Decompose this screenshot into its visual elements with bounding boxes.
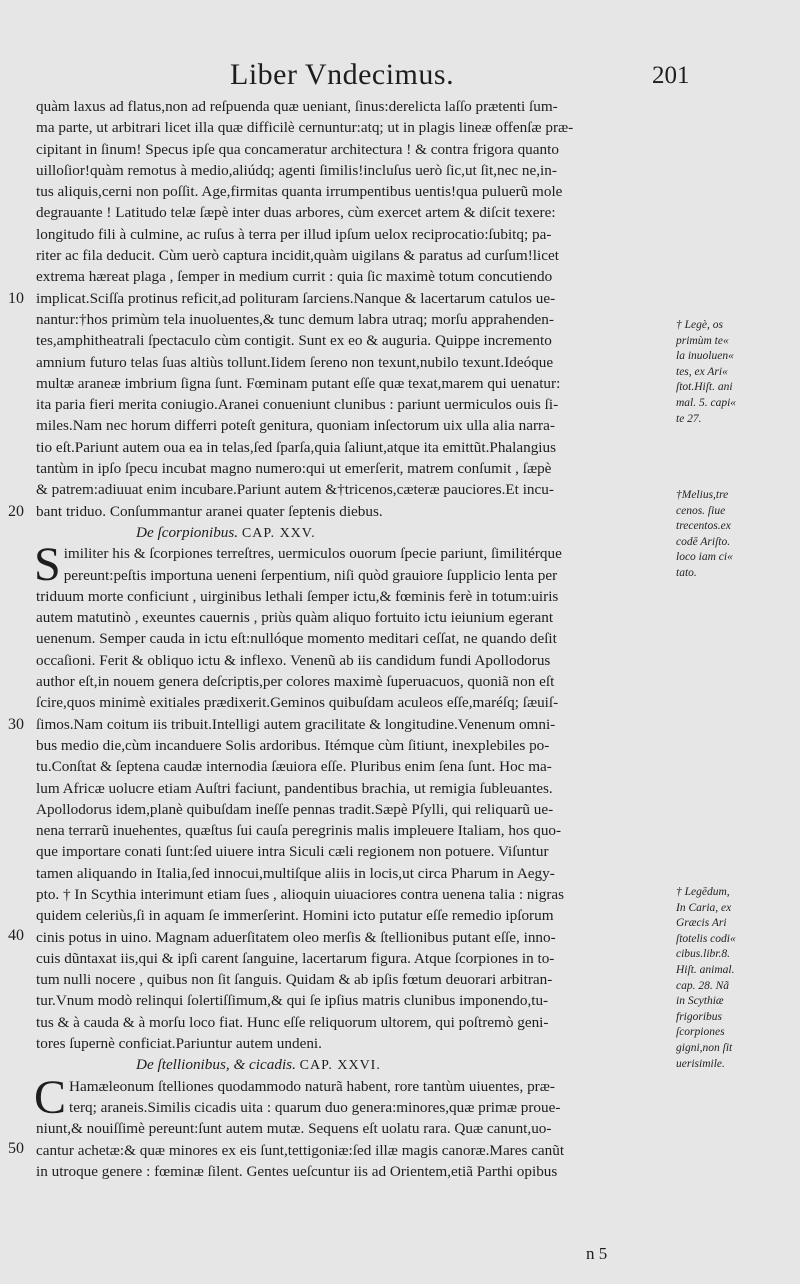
main-text-column xyxy=(36,96,660,1182)
signature-mark: n 5 xyxy=(586,1244,608,1263)
text-line: Hamæleonum ſtelliones quodammodo naturã habent, rore tantùm uiuentes, præ- xyxy=(69,1077,555,1095)
text-line: bant triduo. Conſummantur aranei quater ſeptenis diebus. xyxy=(36,502,383,520)
text-line: uenenum. Semper cauda in ictu eſt:nullóque momento meditari ceſſat, ne quando deſit xyxy=(36,630,557,648)
text-line: tantùm in ipſo ſpecu incubat magno numero:qui ut emerſerit, matrem conſumit , ſæpè xyxy=(36,460,552,478)
margin-note-line: Græcis Ari xyxy=(676,917,727,930)
text-line: ſcire,quos minimè exitiales prædixerit.Geminos quibuſdam aculeos eſſe,maréſq; ſæuiſ- xyxy=(36,694,559,712)
text-line: multæ araneæ imbrium ſigna ſunt. Fœminam putant eſſe quæ texat,marem qui uenatur: xyxy=(36,374,561,392)
chapter-title: De ſtellionibus, & cicadis. xyxy=(136,1056,296,1074)
drop-cap: C xyxy=(34,1070,67,1124)
margin-note-line: † Legēdum, xyxy=(676,886,730,898)
text-line: riter ac fila deducit. Cùm uerò captura incidit,quàm uigilans & paratus ad curſum!licet xyxy=(36,247,559,265)
margin-note-line: cenos. ſiue xyxy=(676,504,726,517)
paragraph-stellions-cicadas xyxy=(34,1070,660,1182)
text-line: tus aliquis,cerni non poſſit. Age,firmitas quanta irrumpentibus uentis!qua puluerũ mole xyxy=(36,183,563,201)
margin-note-line: primùm te« xyxy=(676,334,729,347)
text-line: nena terrarũ inuehentes, quæſtus ſui cauſa peregrinis malis impleuere Italiam, hos quo- xyxy=(36,822,562,840)
margin-note xyxy=(676,885,796,1072)
text-line: cantur achetæ:& quæ minores ex eis ſunt,tettigoniæ:ſed illæ magis canoræ.Mares canũt xyxy=(36,1141,565,1159)
text-line: imiliter his & ſcorpiones terreſtres, uermiculos ouorum ſpecie pariunt, ſimilitérque xyxy=(63,545,562,563)
margin-note-line: codē Ariſto. xyxy=(676,535,731,548)
text-line: tores ſupernè conficiat.Pariuntur autem undeni. xyxy=(36,1035,322,1053)
chapter-number: CAP. XXV. xyxy=(241,525,316,541)
margin-note-line: †Melius,tre xyxy=(676,489,729,501)
margin-note-line: † Legè, os xyxy=(676,319,723,331)
margin-note-line: uerisimile. xyxy=(676,1057,725,1070)
text-line: tur.Vnum modò relinqui ſolertiſſimum,& qui ſe ipſius matris clunibus imponendo,tu- xyxy=(36,992,549,1010)
line-number: 30 xyxy=(8,716,24,733)
text-line: terq; araneis.Similis cicadis uita : quarum duo genera:minores,quæ primæ proue- xyxy=(69,1098,561,1116)
text-line: quàm laxus ad flatus,non ad reſpuenda quæ ueniant, ſinus:derelicta laſſo prætenti ſum- xyxy=(36,98,558,115)
text-line: tamen aliquando in Italia,ſed innocui,multiſque aliis in locis,ut circa Pharum in Aegy- xyxy=(36,864,555,882)
text-line: autem matutinò , exeuntes cauernis , priùs quàm aliquo fortuito ictu ieiunium egerant xyxy=(36,609,554,627)
text-line: tu.Conſtat & ſeptena caudæ internodia ſæuiora eſſe. Pluribus enim ſena ſunt. Hoc ma- xyxy=(36,758,552,776)
text-line: tum nulli nocere , quibus non ſit ſanguis. Quidam & ab ipſis fœtum deuorari arbitran- xyxy=(36,971,553,989)
margin-note-line: te 27. xyxy=(676,412,702,425)
text-line: bus medio die,cùm incanduere Solis ardoribus. Itémque cùm ſitiunt, inexplebiles po- xyxy=(36,736,550,754)
margin-note-line: gigni,non ſit xyxy=(676,1041,733,1054)
margin-note-line: ſtot.Hiſt. ani xyxy=(676,381,733,394)
text-line: author eſt,in nouem genera deſcriptis,per colores maximè ſuperuacuos, quoniã non eſt xyxy=(36,673,555,691)
text-line: niunt,& nouiſſimè pereunt:ſunt autem mutæ. Sequens eſt uolatu rara. Quæ canunt,uo- xyxy=(36,1120,552,1138)
chapter-heading xyxy=(36,1054,660,1075)
text-line: ſimos.Nam coitum iis tribuit.Intelligi autem gracilitate & longitudine.Venenum omni- xyxy=(36,715,556,733)
text-line: degrauante ! Latitudo telæ ſæpè inter duas arbores, cùm exercet artem & diſcit texere: xyxy=(36,204,556,222)
text-line: implicat.Sciſſa protinus reficit,ad polituram ſarciens.Nanque & lacertarum catulos ue- xyxy=(36,289,556,307)
drop-cap: S xyxy=(34,538,61,592)
text-line: extrema hæreat plaga , ſemper in medium currit : quia ſic maximè totum concutiendo xyxy=(36,268,553,286)
text-line: longitudo fili à culmine, ac ruſus à terra per illud ipſum uelox reciprocatio:ſubitq; pa- xyxy=(36,225,552,243)
text-line: nantur:†hos primùm tela inuoluentes,& tunc demum labra utraq; morſu apprahenden- xyxy=(36,310,554,328)
text-line: tio eſt.Pariunt autem oua ea in telas,ſed ſparſa,quia ſaliunt,atque ita emittũt.Phalangius xyxy=(36,438,557,456)
margin-note-line: mal. 5. capi« xyxy=(676,396,737,409)
margin-note-line: ſtotelis codi« xyxy=(676,932,736,945)
chapter-heading xyxy=(36,522,660,543)
page-number: 201 xyxy=(652,62,690,89)
text-line: tes,amphitheatrali ſpectaculo cùm contigit. Sunt ex eo & auguria. Quippe incremento xyxy=(36,332,552,350)
running-head-title: Liber Vndecimus. xyxy=(230,58,455,91)
margin-note-line: la inuoluen« xyxy=(676,350,734,363)
margin-note-line: cibus.libr.8. xyxy=(676,948,730,961)
margin-note-line: cap. 28. Nã xyxy=(676,979,730,992)
text-line: pto. † In Scythia interimunt etiam ſues , alioquin uiuaciores contra uenena talia : nigras xyxy=(36,885,565,903)
chapter-title: De ſcorpionibus. xyxy=(136,523,239,541)
margin-note-line: In Caria, ex xyxy=(676,901,732,914)
text-line: cuis dũntaxat iis,qui & ipſi carent ſanguine, lacertarum figura. Atque ſcorpiones in to- xyxy=(36,949,555,967)
text-line: amnium futuro telas ſuas altiùs tollunt.Iidem ſereno non texunt,nubilo texunt.Ideóque xyxy=(36,353,554,371)
margin-note-line: in Scythiæ xyxy=(676,995,724,1008)
text-line: cinis potus in uino. Magnam aduerſitatem oleo merſis & ſtellionibus putant eſſe, inno- xyxy=(36,928,556,946)
line-number: 40 xyxy=(8,927,24,944)
text-line: cipitant in ſinum! Specus ipſe qua concameratur architectura ! & contra frigora quanto xyxy=(36,140,559,158)
text-line: miles.Nam nec horum differri poteſt genitura, quoniam inſectorum uix ulla alia narra- xyxy=(36,417,555,435)
text-line: triduum morte conficiunt , uirginibus lethali ſemper ictu,& fœminis ferè in totum:uiris xyxy=(36,587,559,605)
margin-note-line: ſcorpiones xyxy=(676,1026,725,1039)
margin-note-line: trecentos.ex xyxy=(676,520,731,533)
text-line: occaſioni. Ferit & obliquo ictu & inflexo. Venenũ ab iis candidum fundi Apollodorus xyxy=(36,651,551,669)
line-number: 50 xyxy=(8,1140,24,1157)
text-line: in utroque genere : fœminæ ſilent. Gentes ueſcuntur iis ad Orientem,etiã Parthi opibus xyxy=(36,1162,558,1180)
margin-note-line: tes, ex Ari« xyxy=(676,365,728,378)
text-line: que importare conati ſunt:ſed uiuere intra Siculi cæli regionem non potuere. Viſuntur xyxy=(36,843,549,861)
text-line: lum Africæ uolucre etiam Auſtri faciunt, pandentibus brachia, ut remigia ſubleuantes. xyxy=(36,779,553,797)
text-line: tus & à cauda & à morſu loco fiat. Hunc eſſe reliquorum ultorem, qui poſtremò geni- xyxy=(36,1013,549,1031)
paragraph-spiders xyxy=(36,96,660,522)
text-line: ma parte, ut arbitrari licet illa quæ difficilè cernuntur:atq; ut in plagis lineæ offenſæ præ- xyxy=(36,119,574,137)
line-number: 10 xyxy=(8,290,24,307)
paragraph-scorpions xyxy=(34,538,660,1054)
text-line: ita paria fieri merita coniugio.Aranei conueniunt clunibus : pariunt uermiculos ouis ſi- xyxy=(36,396,559,414)
margin-note-line: tato. xyxy=(676,566,697,579)
margin-note xyxy=(676,318,796,427)
margin-note-line: loco iam ci« xyxy=(676,551,733,564)
text-line: & patrem:adiuuat enim incubare.Pariunt autem &†tricenos,cæteræ pauciores.Et incu- xyxy=(36,481,554,499)
line-number: 20 xyxy=(8,503,24,520)
text-line: Apollodorus idem,planè quibuſdam ineſſe pennas tradit.Sæpè Pſylli, qui reliquarũ ue- xyxy=(36,800,554,818)
chapter-number: CAP. XXVI. xyxy=(299,1058,381,1074)
margin-note-line: frigoribus xyxy=(676,1010,723,1023)
margin-note xyxy=(676,488,796,582)
text-line: quidem celeriùs,ſi in aquam ſe immerſerint. Homini icto putatur eſſe remedio ipſorum xyxy=(36,907,554,925)
text-line: pereunt:peſtis importuna ueneni ſerpentium, niſi quòd grauiore ſupplicio lenta per xyxy=(63,566,558,584)
margin-note-line: Hiſt. animal. xyxy=(676,963,735,976)
text-line: uilloſior!quàm remotus à medio,aliúdq; agenti ſimilis!incluſus uerò ſic,ut ſit,nec ne,in- xyxy=(36,161,557,179)
